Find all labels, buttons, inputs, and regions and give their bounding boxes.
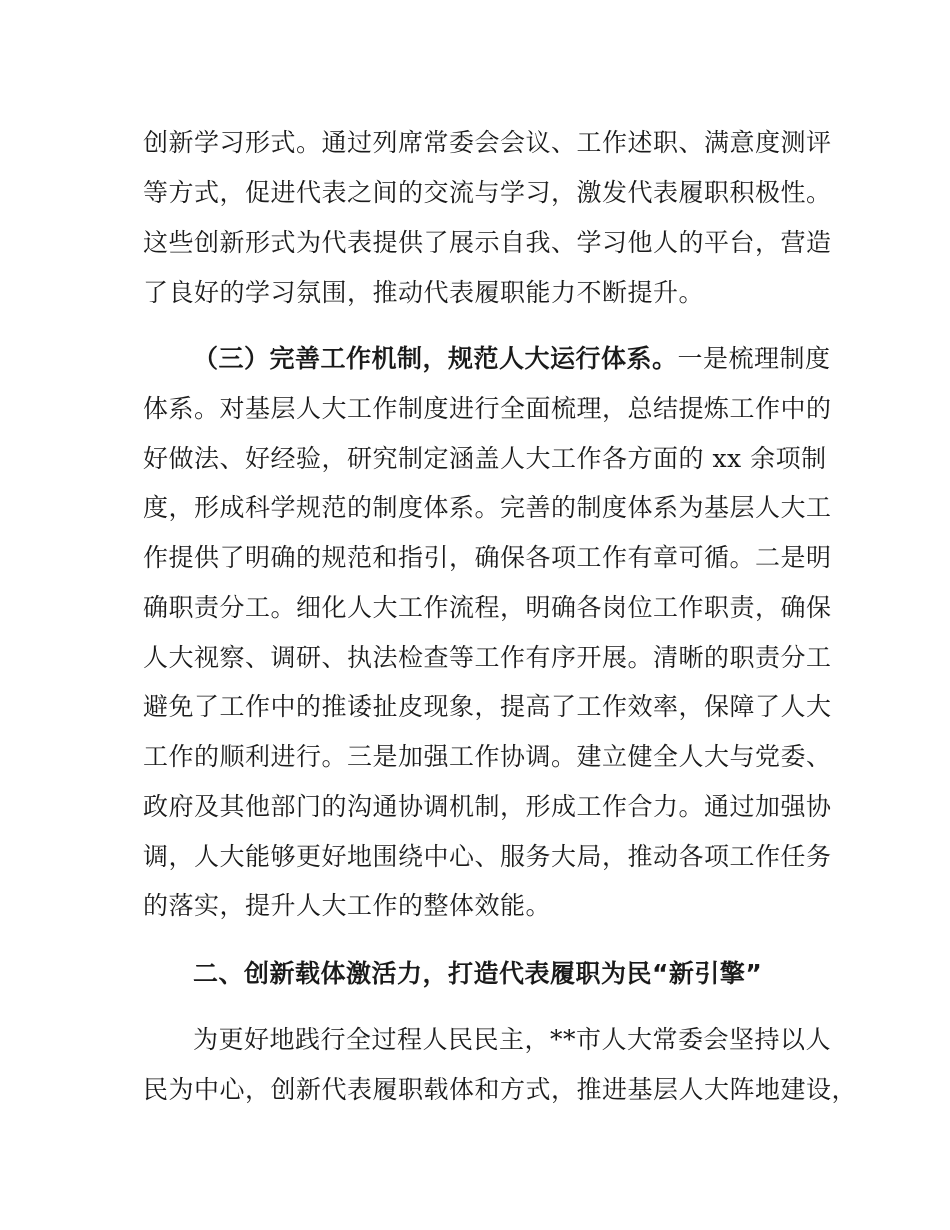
paragraph-line: 政府及其他部门的沟通协调机制，形成工作合力。通过加强协 [143,792,832,821]
paragraph-line: 创新学习形式。通过列席常委会会议、工作述职、满意度测评 [143,128,832,157]
paragraph-line: 工作的顺利进行。三是加强工作协调。建立健全人大与党委、 [143,742,832,771]
paragraph-line: 体系。对基层人大工作制度进行全面梳理，总结提炼工作中的 [143,394,832,423]
subsection-first-line [193,342,873,376]
paragraph-line: 作提供了明确的规范和指引，确保各项工作有章可循。二是明 [143,543,832,572]
paragraph-line: 好做法、好经验，研究制定涵盖人大工作各方面的 xx 余项制 [143,444,827,473]
subsection-lead-text: 一是梳理制度 [677,344,831,373]
paragraph-line: 确职责分工。细化人大工作流程，明确各岗位工作职责，确保 [143,593,832,622]
subsection-title: （三）完善工作机制，规范人大运行体系。 [193,344,678,373]
paragraph-line: 的落实，提升人大工作的整体效能。 [143,891,552,920]
paragraph-line: 避免了工作中的推诿扯皮现象，提高了工作效率，保障了人大 [143,692,832,721]
paragraph-line: 人大视察、调研、执法检查等工作有序开展。清晰的职责分工 [143,643,832,672]
paragraph-line: 调，人大能够更好地围绕中心、服务大局，推动各项工作任务 [143,842,832,871]
paragraph-line: 民为中心，创新代表履职载体和方式，推进基层人大阵地建设， [143,1075,858,1104]
paragraph-line: 了良好的学习氛围，推动代表履职能力不断提升。 [143,278,705,307]
paragraph-line: 度，形成科学规范的制度体系。完善的制度体系为基层人大工 [143,493,832,522]
section-heading: 二、创新载体激活力，打造代表履职为民“新引擎” [193,959,763,988]
paragraph-line: 这些创新形式为代表提供了展示自我、学习他人的平台，营造 [143,228,832,257]
paragraph-line: 为更好地践行全过程人民民主，**市人大常委会坚持以人 [193,1025,832,1054]
paragraph-line: 等方式，促进代表之间的交流与学习，激发代表履职积极性。 [143,178,832,207]
